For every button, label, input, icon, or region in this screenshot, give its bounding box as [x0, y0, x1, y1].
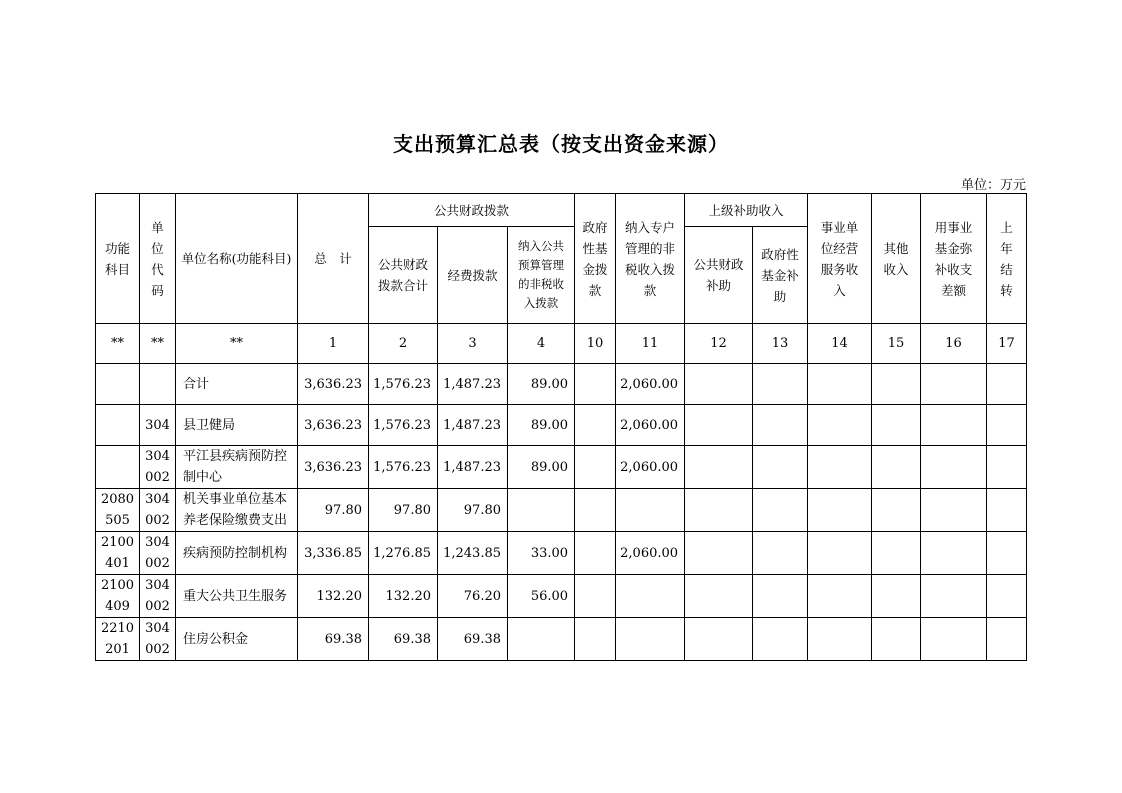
carryover-cell [987, 405, 1027, 446]
special-nontax-cell [616, 618, 685, 661]
business-cell [808, 618, 872, 661]
special-nontax-cell: 2,060.00 [616, 532, 685, 575]
sup-gov-cell [753, 364, 808, 405]
public-sum-cell: 1,576.23 [369, 405, 438, 446]
carryover-cell [987, 364, 1027, 405]
business-cell [808, 489, 872, 532]
gov-fund-cell [575, 489, 616, 532]
total-cell: 3,336.85 [298, 532, 369, 575]
total-cell: 132.20 [298, 575, 369, 618]
index-cell: 16 [921, 324, 987, 364]
total-cell: 3,636.23 [298, 364, 369, 405]
index-cell: ** [140, 324, 176, 364]
other-cell [872, 618, 921, 661]
unit-name-cell: 合计 [176, 364, 298, 405]
unit-label: 单位：万元 [960, 178, 1026, 193]
gov-fund-cell [575, 405, 616, 446]
carryover-cell [987, 532, 1027, 575]
nontax-cell: 89.00 [508, 364, 575, 405]
special-nontax-cell: 2,060.00 [616, 446, 685, 489]
funds-cell: 1,487.23 [438, 446, 508, 489]
index-cell: 4 [508, 324, 575, 364]
fund-balance-cell [921, 489, 987, 532]
header-business: 事业单 位经营 服务收 入 [808, 194, 872, 324]
public-sum-cell: 132.20 [369, 575, 438, 618]
gov-fund-cell [575, 364, 616, 405]
func-code-cell [96, 405, 140, 446]
unit-code-cell: 304 002 [140, 532, 176, 575]
fund-balance-cell [921, 575, 987, 618]
index-cell: 12 [685, 324, 753, 364]
index-cell: 3 [438, 324, 508, 364]
funds-cell: 1,243.85 [438, 532, 508, 575]
index-row [96, 324, 1027, 364]
unit-code-cell: 304 [140, 405, 176, 446]
nontax-cell: 89.00 [508, 405, 575, 446]
fund-balance-cell [921, 364, 987, 405]
funds-cell: 76.20 [438, 575, 508, 618]
other-cell [872, 405, 921, 446]
public-sum-cell: 69.38 [369, 618, 438, 661]
index-cell: 13 [753, 324, 808, 364]
sup-gov-cell [753, 489, 808, 532]
sup-gov-cell [753, 405, 808, 446]
header-funds: 经费拨款 [438, 227, 508, 324]
unit-code-cell [140, 364, 176, 405]
header-other: 其他 收入 [872, 194, 921, 324]
fund-balance-cell [921, 618, 987, 661]
header-fund-balance: 用事业 基金弥 补收支 差额 [921, 194, 987, 324]
sup-public-cell [685, 489, 753, 532]
public-sum-cell: 1,276.85 [369, 532, 438, 575]
total-cell: 3,636.23 [298, 405, 369, 446]
header-nontax-budget: 纳入公共 预算管理 的非税收 入拨款 [508, 227, 575, 324]
sup-gov-cell [753, 618, 808, 661]
funds-cell: 1,487.23 [438, 405, 508, 446]
table-row [96, 489, 1027, 532]
total-cell: 69.38 [298, 618, 369, 661]
gov-fund-cell [575, 575, 616, 618]
func-code-cell [96, 364, 140, 405]
index-cell: ** [176, 324, 298, 364]
header-carryover: 上 年 结 转 [987, 194, 1027, 324]
business-cell [808, 405, 872, 446]
special-nontax-cell [616, 489, 685, 532]
table-row [96, 575, 1027, 618]
total-cell: 3,636.23 [298, 446, 369, 489]
budget-table [95, 193, 1027, 661]
nontax-cell [508, 618, 575, 661]
table-body [96, 364, 1027, 661]
unit-code-cell: 304 002 [140, 618, 176, 661]
other-cell [872, 446, 921, 489]
carryover-cell [987, 489, 1027, 532]
index-cell: 14 [808, 324, 872, 364]
unit-code-cell: 304 002 [140, 446, 176, 489]
fund-balance-cell [921, 405, 987, 446]
carryover-cell [987, 618, 1027, 661]
unit-name-cell: 平江县疾病预防控 制中心 [176, 446, 298, 489]
header-unit-name: 单位名称(功能科目) [176, 194, 298, 324]
table-row [96, 618, 1027, 661]
funds-cell: 1,487.23 [438, 364, 508, 405]
business-cell [808, 446, 872, 489]
func-code-cell: 2100 401 [96, 532, 140, 575]
index-cell: 11 [616, 324, 685, 364]
special-nontax-cell: 2,060.00 [616, 405, 685, 446]
sup-public-cell [685, 364, 753, 405]
index-cell: 2 [369, 324, 438, 364]
gov-fund-cell [575, 446, 616, 489]
table-row [96, 364, 1027, 405]
index-cell: 17 [987, 324, 1027, 364]
unit-name-cell: 重大公共卫生服务 [176, 575, 298, 618]
special-nontax-cell: 2,060.00 [616, 364, 685, 405]
other-cell [872, 532, 921, 575]
unit-name-cell: 住房公积金 [176, 618, 298, 661]
header-sup-gov: 政府性 基金补 助 [753, 227, 808, 324]
page-title: 支出预算汇总表（按支出资金来源） [393, 132, 729, 156]
header-public-sum: 公共财政 拨款合计 [369, 227, 438, 324]
index-cell: 10 [575, 324, 616, 364]
sup-public-cell [685, 446, 753, 489]
public-sum-cell: 97.80 [369, 489, 438, 532]
business-cell [808, 532, 872, 575]
unit-code-cell: 304 002 [140, 489, 176, 532]
carryover-cell [987, 575, 1027, 618]
sup-gov-cell [753, 575, 808, 618]
header-gov-fund: 政府 性基 金拨 款 [575, 194, 616, 324]
special-nontax-cell [616, 575, 685, 618]
sup-gov-cell [753, 532, 808, 575]
table-row [96, 446, 1027, 489]
gov-fund-cell [575, 618, 616, 661]
fund-balance-cell [921, 446, 987, 489]
header-superior-group: 上级补助收入 [685, 194, 808, 227]
func-code-cell: 2080 505 [96, 489, 140, 532]
gov-fund-cell [575, 532, 616, 575]
sup-public-cell [685, 618, 753, 661]
header-sup-public: 公共财政 补助 [685, 227, 753, 324]
sup-public-cell [685, 405, 753, 446]
unit-name-cell: 机关事业单位基本 养老保险缴费支出 [176, 489, 298, 532]
func-code-cell: 2210 201 [96, 618, 140, 661]
funds-cell: 69.38 [438, 618, 508, 661]
header-func-code: 功能 科目 [96, 194, 140, 324]
other-cell [872, 575, 921, 618]
func-code-cell [96, 446, 140, 489]
index-cell: 15 [872, 324, 921, 364]
table-row [96, 532, 1027, 575]
nontax-cell: 56.00 [508, 575, 575, 618]
other-cell [872, 489, 921, 532]
index-cell: 1 [298, 324, 369, 364]
func-code-cell: 2100 409 [96, 575, 140, 618]
unit-name-cell: 县卫健局 [176, 405, 298, 446]
sup-gov-cell [753, 446, 808, 489]
header-total: 总 计 [298, 194, 369, 324]
nontax-cell: 89.00 [508, 446, 575, 489]
index-cell: ** [96, 324, 140, 364]
business-cell [808, 575, 872, 618]
table-row [96, 405, 1027, 446]
carryover-cell [987, 446, 1027, 489]
unit-code-cell: 304 002 [140, 575, 176, 618]
sup-public-cell [685, 532, 753, 575]
fund-balance-cell [921, 532, 987, 575]
unit-name-cell: 疾病预防控制机构 [176, 532, 298, 575]
header-public-group: 公共财政拨款 [369, 194, 575, 227]
nontax-cell [508, 489, 575, 532]
other-cell [872, 364, 921, 405]
business-cell [808, 364, 872, 405]
header-special-nontax: 纳入专户 管理的非 税收入拨 款 [616, 194, 685, 324]
nontax-cell: 33.00 [508, 532, 575, 575]
sup-public-cell [685, 575, 753, 618]
total-cell: 97.80 [298, 489, 369, 532]
public-sum-cell: 1,576.23 [369, 446, 438, 489]
public-sum-cell: 1,576.23 [369, 364, 438, 405]
funds-cell: 97.80 [438, 489, 508, 532]
header-unit-code: 单 位 代 码 [140, 194, 176, 324]
